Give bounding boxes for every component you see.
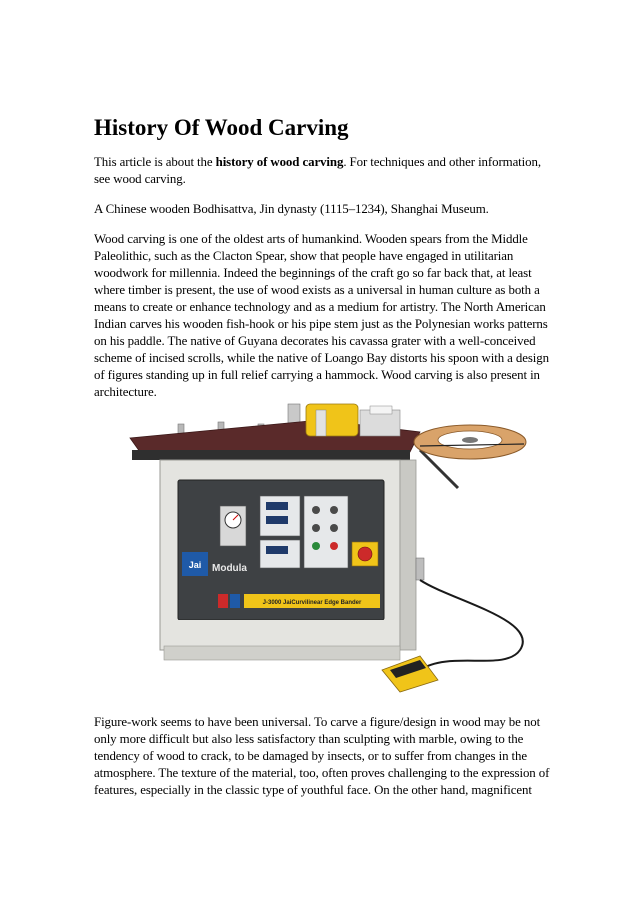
brand-logo-text: Jai <box>188 560 202 570</box>
image-caption: A Chinese wooden Bodhisattva, Jin dynasty (1115–1234), Shanghai Museum. <box>94 202 489 216</box>
figure-work-paragraph: Figure-work seems to have been universal. To carve a figure/design in wood may be not only more difficult but also less satisfactory than sculpting with marble, owing to the tendency of wood to crack, to be damaged by insects, or to suffer from changes in the atmosphere. The texture of the material, too, often proves challenging to the expression of features, especially in the classic type of youthful face. On the other hand, magnificent <box>94 715 550 797</box>
intro-prefix: This article is about the <box>94 155 216 169</box>
stripe-red <box>218 594 228 608</box>
fence-bar <box>132 450 410 460</box>
brand-name-text: Modula <box>212 563 247 574</box>
side-valve <box>416 558 523 670</box>
intro-bold-term: history of wood carving <box>215 155 344 169</box>
display-panel-lower <box>260 540 300 568</box>
machine-base <box>164 646 400 660</box>
gauge <box>220 506 246 546</box>
glue-unit <box>306 404 400 436</box>
stripe-blue <box>230 594 240 608</box>
machine-side <box>400 460 416 650</box>
page-title: History Of Wood Carving <box>94 115 349 140</box>
foot-pedal <box>382 656 438 692</box>
display-panel-upper <box>260 496 300 536</box>
edge-roll-holder <box>414 425 526 488</box>
intro-paragraph <box>94 154 554 188</box>
lower-band <box>178 620 384 646</box>
emergency-stop <box>352 542 378 566</box>
button-panel <box>304 496 348 568</box>
model-label-text: J-3000 JaiCurvilinear Edge Bander <box>262 600 362 606</box>
body-paragraph: Wood carving is one of the oldest arts of humankind. Wooden spears from the Middle Paleolithic, such as the Clacton Spear, show that people have engaged in utilitarian woodwork for millennia. Indeed the beginnings of the craft go so far back that, at least where timber is present, the use of wood exists as a universal in human culture as both a means to create or enhance technology and as a medium for artistry. The North American Indian carves his wooden fish-hook or his pipe stem just as the Polynesian works patterns on his paddle. The native of Guyana decorates his cavassa grater with a well-conceived scheme of incised scrolls, while the native of Loango Bay distorts his spoon with a design of figures standing up in full relief carrying a hammock. Wood carving is also present in architecture. <box>94 232 549 399</box>
edge-bander-machine-image <box>120 380 540 700</box>
intro-suffix: . For techniques and other information, see wood carving. <box>94 155 541 186</box>
